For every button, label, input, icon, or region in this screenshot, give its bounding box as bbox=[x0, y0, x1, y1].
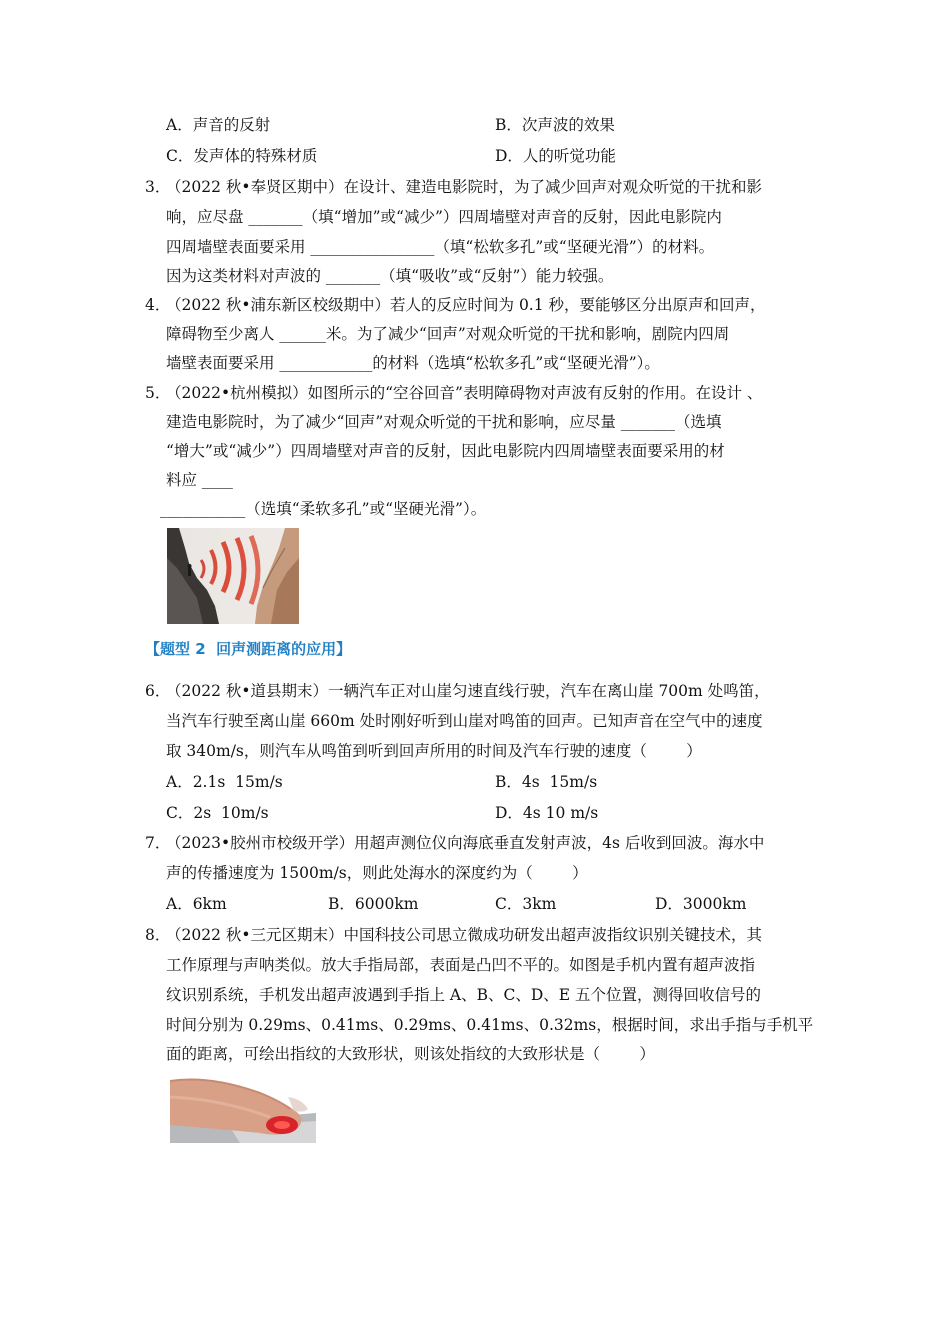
q6-option-b: B．4s 15m/s bbox=[495, 773, 598, 791]
q4-line-3: 墙壁表面要采用 ____________的材料（选填“松软多孔”或“坚硬光滑”）。 bbox=[166, 354, 660, 372]
q7-option-d: D．3000km bbox=[655, 895, 747, 913]
q6-option-c: C．2s 10m/s bbox=[166, 804, 269, 822]
q5-line-4: 料应 ____ bbox=[166, 471, 233, 489]
q8-line-5: 面的距离，可绘出指纹的大致形状，则该处指纹的大致形状是（ ） bbox=[166, 1045, 655, 1063]
q6-option-d: D．4s 10 m/s bbox=[495, 804, 599, 822]
q6-line-2: 当汽车行驶至离山崖 660m 处时刚好听到山崖对鸣笛的回声。已知声音在空气中的速度 bbox=[166, 712, 763, 730]
q7-line-2: 声的传播速度为 1500m/s，则此处海水的深度约为（ ） bbox=[166, 864, 588, 882]
q8-number: 8． bbox=[145, 926, 171, 944]
q5-line-2: 建造电影院时，为了减少“回声”对观众听觉的干扰和影响，应尽量 _______（选填 bbox=[166, 413, 722, 431]
q3-line-1: （2022 秋•奉贤区期中）在设计、建造电影院时，为了减少回声对观众听觉的干扰和影 bbox=[166, 178, 763, 196]
q7-option-b: B．6000km bbox=[328, 895, 419, 913]
q8-line-3: 纹识别系统，手机发出超声波遇到手指上 A、B、C、D、E 五个位置，测得回收信号的 bbox=[166, 986, 762, 1004]
q7-option-a: A．6km bbox=[166, 895, 227, 913]
q6-line-3: 取 340m/s，则汽车从鸣笛到听到回声所用的时间及汽车行驶的速度（ ） bbox=[166, 742, 702, 760]
q2-option-d: D．人的听觉功能 bbox=[495, 147, 616, 165]
echo-valley-image bbox=[167, 528, 299, 624]
fingerprint-sensor-image bbox=[170, 1077, 316, 1143]
q4-line-2: 障碍物至少离人 ______米。为了减少“回声”对观众听觉的干扰和影响，剧院内四周 bbox=[166, 325, 730, 343]
q4-number: 4． bbox=[145, 296, 171, 314]
q8-line-4: 时间分别为 0.29ms、0.41ms、0.29ms、0.41ms、0.32ms，根据时间，求出手指与手机平 bbox=[166, 1016, 814, 1034]
q6-number: 6． bbox=[145, 682, 171, 700]
q6-line-1: （2022 秋•道县期末）一辆汽车正对山崖匀速直线行驶，汽车在离山崖 700m 处鸣笛， bbox=[166, 682, 770, 700]
q5-line-5: ___________（选填“柔软多孔”或“坚硬光滑”）。 bbox=[160, 500, 487, 518]
q8-line-2: 工作原理与声呐类似。放大手指局部，表面是凸凹不平的。如图是手机内置有超声波指 bbox=[166, 956, 756, 974]
q3-number: 3． bbox=[145, 178, 171, 196]
q4-line-1: （2022 秋•浦东新区校级期中）若人的反应时间为 0.1 秒，要能够区分出原声和回声， bbox=[166, 296, 766, 314]
q5-line-3: “增大”或“减少”）四周墙壁对声音的反射，因此电影院内四周墙壁表面要采用的材 bbox=[166, 442, 725, 460]
q2-option-b: B．次声波的效果 bbox=[495, 116, 615, 134]
q5-line-1: （2022•杭州模拟）如图所示的“空谷回音”表明障碍物对声波有反射的作用。在设计 、 bbox=[166, 384, 763, 402]
q7-option-c: C．3km bbox=[495, 895, 557, 913]
q3-line-3: 四周墙壁表面要采用 ________________（填“松软多孔”或“坚硬光滑”）的材料。 bbox=[166, 238, 715, 256]
q2-option-a: A．声音的反射 bbox=[166, 116, 271, 134]
q3-line-4: 因为这类材料对声波的 _______（填“吸收”或“反射”）能力较强。 bbox=[166, 267, 614, 285]
q6-option-a: A．2.1s 15m/s bbox=[166, 773, 283, 791]
q3-line-2: 响，应尽盘 _______（填“增加”或“减少”）四周墙壁对声音的反射，因此电影院内 bbox=[166, 208, 722, 226]
q5-number: 5． bbox=[145, 384, 171, 402]
section-heading: 【题型 2 回声测距离的应用】 bbox=[145, 640, 352, 658]
q7-line-1: （2023•胶州市校级开学）用超声测位仪向海底垂直发射声波，4s 后收到回波。海水中 bbox=[166, 834, 765, 852]
q2-option-c: C．发声体的特殊材质 bbox=[166, 147, 318, 165]
q8-line-1: （2022 秋•三元区期末）中国科技公司思立微成功研发出超声波指纹识别关键技术，其 bbox=[166, 926, 763, 944]
q7-number: 7． bbox=[145, 834, 171, 852]
